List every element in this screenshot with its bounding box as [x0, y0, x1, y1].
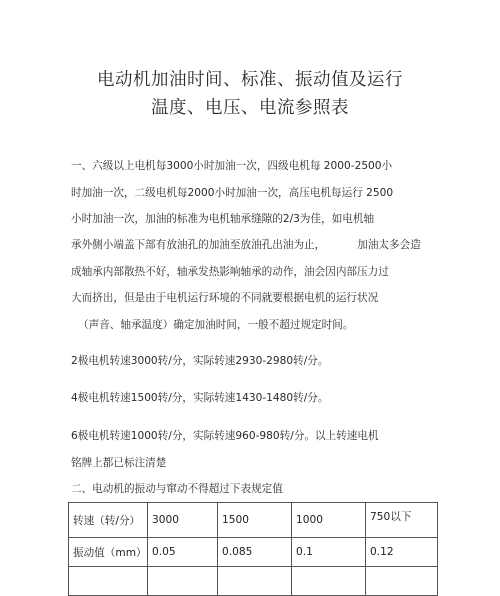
table-row: [69, 567, 438, 596]
table-cell: 0.1: [292, 538, 366, 567]
paragraph-line: 一、六级以上电机每3000小时加油一次，四级电机每 2000-2500小: [71, 160, 393, 172]
vibration-table: [68, 502, 438, 596]
paragraph-line: （声音、轴承温度）确定加油时间，一般不超过规定时间。: [78, 319, 354, 331]
table-row: [69, 503, 438, 538]
paragraph-line: 大而挤出，但是由于电机运行环境的不同就要根据电机的运行状况: [71, 292, 379, 304]
table-cell: 0.05: [148, 538, 218, 567]
table-row: [69, 538, 438, 567]
paragraph-line: 时加油一次，二级电机每2000小时加油一次，高压电机每运行 2500: [71, 187, 394, 199]
table-cell: 0.12: [366, 538, 438, 567]
paragraph-line: 小时加油一次，加油的标准为电机轴承缝隙的2/3为佳，如电机轴: [71, 213, 375, 225]
page-title-line-2: 温度、电压、电流参照表: [151, 98, 349, 118]
speed-line: 6极电机转速1000转/分，实际转速960-980转/分。以上转速电机: [71, 430, 379, 442]
table-cell: [69, 567, 148, 596]
table-cell: 转速（转/分）: [69, 503, 148, 538]
speed-line: 2极电机转速3000转/分，实际转速2930-2980转/分。: [71, 355, 329, 367]
table-cell: [292, 567, 366, 596]
table-cell: 1500: [218, 503, 292, 538]
table-cell: 0.085: [218, 538, 292, 567]
speed-line: 铭牌上都已标注清楚: [71, 457, 167, 469]
table-cell: 振动值（mm）: [69, 538, 148, 567]
table-cell: 1000: [292, 503, 366, 538]
table-cell: 3000: [148, 503, 218, 538]
paragraph-line: 成轴承内部散热不好，轴承发热影响轴承的动作，油会因内部压力过: [71, 266, 389, 278]
paragraph-line: [71, 237, 421, 252]
page-title-line-1: 电动机加油时间、标准、振动值及运行: [97, 70, 403, 90]
paragraph-line-text: 承外侧小端盖下部有放油孔的加油至放油孔出油为止，: [71, 239, 326, 251]
speed-line: 4极电机转速1500转/分，实际转速1430-1480转/分。: [71, 392, 329, 404]
table-cell: [148, 567, 218, 596]
table-cell: [218, 567, 292, 596]
paragraph-line-tail: 加油太多会造: [357, 239, 421, 251]
section-heading: 二、电动机的振动与窜动不得超过下表规定值: [71, 483, 283, 495]
table-cell: [366, 567, 438, 596]
table-cell: 750以下: [366, 503, 438, 538]
